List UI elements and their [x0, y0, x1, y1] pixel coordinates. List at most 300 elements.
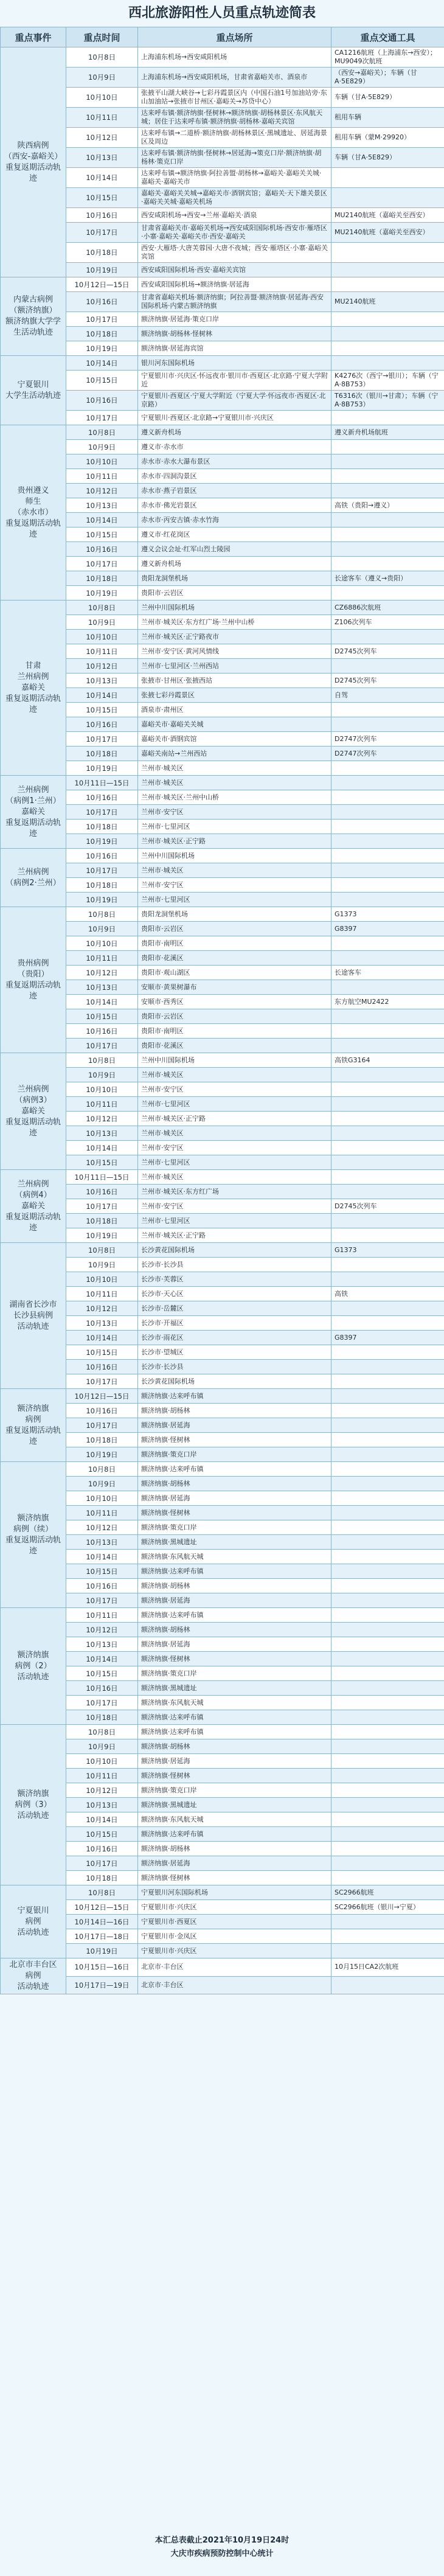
transport-cell: 遵义新舟机场航班 — [331, 425, 444, 440]
place-cell: 赤水市·赤水大瀑布景区 — [138, 454, 331, 469]
place-cell: 额济纳旗·胡杨林·怪树林 — [138, 327, 331, 341]
transport-cell — [331, 1710, 444, 1725]
event-cell: 额济纳旗 病例 重复返期活动轨迹 — [1, 1389, 66, 1462]
transport-cell — [331, 1462, 444, 1477]
time-cell: 10月19日 — [66, 1944, 138, 1958]
place-cell: 贵阳市·南明区 — [138, 936, 331, 951]
transport-cell — [331, 1009, 444, 1024]
time-cell: 10月14日 — [66, 356, 138, 371]
table-row — [1, 243, 444, 263]
transport-cell: 车辆（甘A·5E829） — [331, 148, 444, 168]
time-cell: 10月18日 — [66, 571, 138, 586]
time-cell: 10月9日 — [66, 922, 138, 936]
place-cell: 兰州市·城关区 — [138, 1126, 331, 1141]
place-cell: 兰州市·七里河区 — [138, 1214, 331, 1228]
table-row — [1, 527, 444, 542]
time-cell: 10月19日 — [66, 1228, 138, 1243]
transport-cell — [331, 1652, 444, 1666]
transport-cell: G1373 — [331, 1243, 444, 1258]
place-cell: 兰州市·城关区·正宁路 — [138, 834, 331, 849]
place-cell: 兰州市·七里河区 — [138, 820, 331, 834]
transport-cell — [331, 1623, 444, 1637]
place-cell: 兰州市·七里河区 — [138, 1097, 331, 1112]
transport-cell — [331, 951, 444, 966]
time-cell: 10月18日 — [66, 1871, 138, 1885]
place-cell: 酒泉市·肃州区 — [138, 703, 331, 717]
transport-cell — [331, 878, 444, 893]
time-cell: 10月17日 — [66, 805, 138, 820]
table-row — [1, 1623, 444, 1637]
place-cell: 额济纳旗·黑城遗址 — [138, 1681, 331, 1696]
table-row — [1, 1389, 444, 1404]
transport-cell — [331, 586, 444, 600]
time-cell: 10月10日 — [66, 1082, 138, 1097]
table-row — [1, 1579, 444, 1593]
table-row — [1, 1082, 444, 1097]
table-row — [1, 571, 444, 586]
place-cell: 额济纳旗·东风航天城 — [138, 1812, 331, 1827]
table-row — [1, 1798, 444, 1812]
transport-cell — [331, 1214, 444, 1228]
table-row — [1, 371, 444, 391]
place-cell: 兰州中川国际机场 — [138, 600, 331, 615]
place-cell: 长沙市·长沙县 — [138, 1360, 331, 1374]
table-row — [1, 1462, 444, 1477]
transport-cell: D2745次列车 — [331, 674, 444, 688]
transport-cell: CZ6886次航班 — [331, 600, 444, 615]
place-cell: 赤水市·丙安古镇·赤水竹海 — [138, 513, 331, 527]
time-cell: 10月12日—15日 — [66, 1900, 138, 1915]
table-row — [1, 1783, 444, 1798]
place-cell: 贵阳市·云岩区 — [138, 1009, 331, 1024]
table-row — [1, 966, 444, 980]
event-cell: 甘肃 兰州病例 嘉峪关 重复返期活动轨迹 — [1, 600, 66, 776]
time-cell: 10月11日 — [66, 1506, 138, 1520]
place-cell: 额济纳旗·居延海 — [138, 1856, 331, 1871]
time-cell: 10月8日 — [66, 47, 138, 68]
table-row — [1, 108, 444, 128]
place-cell: 达来呼布镇→二道桥·额济纳旗·胡杨林景区·黑城遗址、居延海景区及周边 — [138, 128, 331, 148]
place-cell: 宁夏银川市·兴庆区 — [138, 1944, 331, 1958]
table-row — [1, 1506, 444, 1520]
place-cell: 达来呼布镇→额济纳旗·阿拉善盟·胡杨林→嘉峪关·嘉峪关关城·嘉峪关·嘉峪关市 — [138, 168, 331, 188]
time-cell: 10月15日 — [66, 371, 138, 391]
time-cell: 10月11日 — [66, 1097, 138, 1112]
table-row — [1, 951, 444, 966]
time-cell: 10月10日 — [66, 1754, 138, 1769]
transport-cell — [331, 1477, 444, 1491]
page-title: 西北旅游阳性人员重点轨迹简表 — [128, 5, 316, 21]
transport-cell — [331, 1126, 444, 1141]
place-cell: 遵义新舟机场 — [138, 425, 331, 440]
transport-cell — [331, 1681, 444, 1696]
time-cell: 10月15日 — [66, 703, 138, 717]
transport-cell — [331, 717, 444, 732]
time-cell: 10月12日 — [66, 1783, 138, 1798]
table-row — [1, 1374, 444, 1389]
table-row — [1, 128, 444, 148]
table-row — [1, 936, 444, 951]
table-row — [1, 1141, 444, 1155]
transport-cell — [331, 630, 444, 644]
time-cell: 10月15日 — [66, 1666, 138, 1681]
transport-cell — [331, 277, 444, 292]
table-row — [1, 1535, 444, 1550]
place-cell: 贵阳龙洞堡机场 — [138, 571, 331, 586]
transport-cell: 东方航空MU2422 — [331, 995, 444, 1009]
transport-cell — [331, 1754, 444, 1769]
table-row — [1, 1024, 444, 1039]
table-row — [1, 995, 444, 1009]
transport-cell — [331, 849, 444, 863]
place-cell: 兰州市·城关区·正宁路 — [138, 1112, 331, 1126]
table-row — [1, 1885, 444, 1900]
time-cell: 10月14日 — [66, 1331, 138, 1345]
place-cell: 兰州市·城关区·正宁路 — [138, 1228, 331, 1243]
table-row — [1, 1068, 444, 1082]
transport-cell — [331, 1301, 444, 1316]
table-row — [1, 148, 444, 168]
time-cell: 10月17日 — [66, 1593, 138, 1608]
time-cell: 10月13日 — [66, 498, 138, 513]
transport-cell: G8397 — [331, 1331, 444, 1345]
time-cell: 10月16日 — [66, 1842, 138, 1856]
transport-cell — [331, 243, 444, 263]
transport-cell — [331, 527, 444, 542]
time-cell: 10月16日 — [66, 790, 138, 805]
place-cell: 兰州市·七里河区 — [138, 1155, 331, 1170]
place-cell: 遵义会议会址·红军山烈士陵园 — [138, 542, 331, 557]
time-cell: 10月17日 — [66, 1418, 138, 1433]
transport-cell — [331, 1112, 444, 1126]
time-cell: 10月15日 — [66, 1827, 138, 1842]
table-row — [1, 1316, 444, 1331]
time-cell: 10月11日—15日 — [66, 776, 138, 790]
table-body — [1, 47, 444, 1994]
table-row — [1, 820, 444, 834]
table-row — [1, 277, 444, 292]
table-row — [1, 980, 444, 995]
table-row — [1, 223, 444, 243]
time-cell: 10月16日 — [66, 1360, 138, 1374]
place-cell: 遵义市·红花岗区 — [138, 527, 331, 542]
transport-cell — [331, 1593, 444, 1608]
time-cell: 10月16日 — [66, 391, 138, 411]
table-row — [1, 312, 444, 327]
transport-cell — [331, 327, 444, 341]
time-cell: 10月14日 — [66, 1141, 138, 1155]
time-cell: 10月17日 — [66, 1199, 138, 1214]
place-cell: 额济纳旗·达来呼布镇 — [138, 1827, 331, 1842]
transport-cell — [331, 1418, 444, 1433]
table-row — [1, 1053, 444, 1068]
table-row — [1, 1214, 444, 1228]
time-cell: 10月16日 — [66, 717, 138, 732]
place-cell: 宁夏银川市·西夏区 — [138, 1915, 331, 1929]
transport-cell: K4276次（西宁→银川）；车辆（宁A·8B753） — [331, 371, 444, 391]
place-cell: 上海浦东机场→西安咸阳机场 — [138, 47, 331, 68]
place-cell: 兰州市·安宁区 — [138, 1199, 331, 1214]
time-cell: 10月10日 — [66, 630, 138, 644]
event-cell: 兰州病例 （病例3） 嘉峪关 重复返期活动轨迹 — [1, 1053, 66, 1170]
table-row — [1, 1696, 444, 1710]
transport-cell: CA1216航班（上海浦东→西安）；MU9049次航班 — [331, 47, 444, 68]
place-cell: 安顺市·西秀区 — [138, 995, 331, 1009]
event-cell: 额济纳旗 病例（3） 活动轨迹 — [1, 1725, 66, 1885]
place-cell: 张掖七彩丹霞景区 — [138, 688, 331, 703]
transport-cell: 高铁G3164 — [331, 1053, 444, 1068]
table-row — [1, 747, 444, 761]
time-cell: 10月18日 — [66, 243, 138, 263]
transport-cell: 高铁（贵阳→遵义） — [331, 498, 444, 513]
place-cell: 额济纳旗·策克口岸 — [138, 1447, 331, 1462]
transport-cell: 车辆（甘A·5E829） — [331, 88, 444, 108]
transport-cell — [331, 1520, 444, 1535]
time-cell: 10月14日 — [66, 1550, 138, 1564]
time-cell: 10月18日 — [66, 1214, 138, 1228]
time-cell: 10月17日 — [66, 1856, 138, 1871]
table-row — [1, 1272, 444, 1287]
event-cell: 北京市丰台区 病例 活动轨迹 — [1, 1958, 66, 1994]
table-row — [1, 168, 444, 188]
table-row — [1, 1009, 444, 1024]
table-row — [1, 292, 444, 312]
table-row — [1, 1520, 444, 1535]
place-cell: 额济纳旗·黑城遗址 — [138, 1798, 331, 1812]
table-row — [1, 878, 444, 893]
transport-cell — [331, 1039, 444, 1053]
table-row — [1, 644, 444, 659]
table-row — [1, 1404, 444, 1418]
transport-cell — [331, 1725, 444, 1739]
table-row — [1, 761, 444, 776]
transport-cell — [331, 1812, 444, 1827]
place-cell: 兰州市·安宁区 — [138, 1141, 331, 1155]
place-cell: 嘉峪关市·嘉峪关关城 — [138, 717, 331, 732]
place-cell: 额济纳旗·达来呼布镇 — [138, 1564, 331, 1579]
transport-cell: 10月15日CA2次航班 — [331, 1958, 444, 1977]
place-cell: 安顺市·黄果树瀑布 — [138, 980, 331, 995]
table-row — [1, 586, 444, 600]
place-cell: 银川河东国际机场 — [138, 356, 331, 371]
place-cell: 长沙市·岳麓区 — [138, 1301, 331, 1316]
transport-cell — [331, 1929, 444, 1944]
place-cell: 兰州市·城关区 — [138, 1170, 331, 1185]
time-cell: 10月14日 — [66, 995, 138, 1009]
place-cell: 额济纳旗·胡杨林 — [138, 1739, 331, 1754]
transport-cell: 租用车辆 — [331, 108, 444, 128]
transport-cell — [331, 1842, 444, 1856]
table-row — [1, 1593, 444, 1608]
transport-cell — [331, 1798, 444, 1812]
place-cell: 额济纳旗·策克口岸 — [138, 1783, 331, 1798]
transport-cell — [331, 1374, 444, 1389]
place-cell: 长沙市·雨花区 — [138, 1331, 331, 1345]
transport-cell — [331, 1666, 444, 1681]
transport-cell: 长途客车 — [331, 966, 444, 980]
table-row — [1, 1287, 444, 1301]
time-cell: 10月16日 — [66, 208, 138, 223]
table-row — [1, 1170, 444, 1185]
place-cell: 宁夏银川·西夏区·北京路→宁夏银川市·兴庆区 — [138, 411, 331, 425]
transport-cell — [331, 1550, 444, 1564]
time-cell: 10月18日 — [66, 1710, 138, 1725]
transport-cell — [331, 1608, 444, 1623]
table-row — [1, 1112, 444, 1126]
place-cell: 遵义市·赤水市 — [138, 440, 331, 454]
place-cell: 兰州市·城关区·东方红广场·兰州中山桥 — [138, 615, 331, 630]
time-cell: 10月19日 — [66, 341, 138, 356]
place-cell: 额济纳旗·达来呼布镇 — [138, 1608, 331, 1623]
table-row — [1, 1871, 444, 1885]
time-cell: 10月9日 — [66, 615, 138, 630]
transport-cell — [331, 168, 444, 188]
place-cell: 额济纳旗·胡杨林 — [138, 1842, 331, 1856]
place-cell: 长沙市·望城区 — [138, 1345, 331, 1360]
transport-cell: 自驾 — [331, 688, 444, 703]
table-row — [1, 88, 444, 108]
transport-cell — [331, 1155, 444, 1170]
time-cell: 10月11日 — [66, 1608, 138, 1623]
event-cell: 兰州病例 （病例2·兰州） — [1, 849, 66, 907]
place-cell: 宁夏银川市·兴庆区·怀远夜市·银川市·西夏区·北京路·宁夏大学附近 — [138, 371, 331, 391]
place-cell: 额济纳旗·黑城遗址 — [138, 1535, 331, 1550]
trajectory-table — [0, 27, 444, 1994]
time-cell: 10月12日—15日 — [66, 277, 138, 292]
time-cell: 10月14日 — [66, 688, 138, 703]
transport-cell — [331, 834, 444, 849]
table-row — [1, 1477, 444, 1491]
time-cell: 10月10日 — [66, 1491, 138, 1506]
time-cell: 10月15日—16日 — [66, 1958, 138, 1977]
place-cell: 宁夏银川·西夏区·宁夏大学附近（宁夏大学·怀远夜市·西夏区·北京路） — [138, 391, 331, 411]
place-cell: 长沙市·开福区 — [138, 1316, 331, 1331]
table-row — [1, 1301, 444, 1316]
time-cell: 10月12日 — [66, 659, 138, 674]
table-row — [1, 1243, 444, 1258]
place-cell: 额济纳旗·怪树林 — [138, 1652, 331, 1666]
table-row — [1, 1681, 444, 1696]
time-cell: 10月19日 — [66, 893, 138, 907]
table-row — [1, 1185, 444, 1199]
table-row — [1, 1769, 444, 1783]
table-row — [1, 1491, 444, 1506]
time-cell: 10月17日 — [66, 223, 138, 243]
table-row — [1, 674, 444, 688]
place-cell: 张掖平山湖大峡谷→七彩丹霞景区内（中国石油1号加油站旁·东山加油站→张掖市甘州区·嘉峪关→苏贷中心） — [138, 88, 331, 108]
table-row — [1, 1812, 444, 1827]
table-row — [1, 454, 444, 469]
place-cell: 长沙黄花国际机场 — [138, 1243, 331, 1258]
event-cell: 兰州病例 （病例1·兰州） 嘉峪关 重复返期活动轨迹 — [1, 776, 66, 849]
table-row — [1, 1039, 444, 1053]
transport-cell: 租用车辆（蒙M·29920） — [331, 128, 444, 148]
place-cell: 额济纳旗·居延海宾馆 — [138, 341, 331, 356]
time-cell: 10月17日—19日 — [66, 1976, 138, 1994]
table-row — [1, 542, 444, 557]
table-header-row — [1, 27, 444, 47]
time-cell: 10月17日 — [66, 411, 138, 425]
transport-cell — [331, 1535, 444, 1550]
place-cell: 嘉峪关市·酒钢宾馆 — [138, 732, 331, 747]
table-row — [1, 1900, 444, 1915]
place-cell: 兰州市·七里河区 — [138, 893, 331, 907]
place-cell: 遵义新舟机场 — [138, 557, 331, 571]
table-row — [1, 1856, 444, 1871]
time-cell: 10月13日 — [66, 148, 138, 168]
place-cell: 贵阳市·观山湖区 — [138, 966, 331, 980]
time-cell: 10月9日 — [66, 1258, 138, 1272]
table-row — [1, 1608, 444, 1623]
transport-cell: MU2140航班 — [331, 292, 444, 312]
table-row — [1, 391, 444, 411]
time-cell: 10月8日 — [66, 1885, 138, 1900]
time-cell: 10月16日 — [66, 1024, 138, 1039]
place-cell: 贵阳市·云岩区 — [138, 586, 331, 600]
transport-cell — [331, 341, 444, 356]
table-row — [1, 47, 444, 68]
table-row — [1, 922, 444, 936]
table-row — [1, 630, 444, 644]
place-cell: 兰州市·安宁区 — [138, 805, 331, 820]
transport-cell — [331, 356, 444, 371]
time-cell: 10月10日 — [66, 454, 138, 469]
place-cell: 兰州市·城关区·兰州中山桥 — [138, 790, 331, 805]
time-cell: 10月16日 — [66, 292, 138, 312]
table-row — [1, 1710, 444, 1725]
transport-cell — [331, 1944, 444, 1958]
time-cell: 10月18日 — [66, 327, 138, 341]
place-cell: 兰州市·城关区 — [138, 863, 331, 878]
transport-cell — [331, 542, 444, 557]
table-row — [1, 1915, 444, 1929]
transport-cell — [331, 1433, 444, 1447]
time-cell: 10月12日 — [66, 1623, 138, 1637]
table-row — [1, 498, 444, 513]
transport-cell — [331, 1316, 444, 1331]
table-row — [1, 600, 444, 615]
place-cell: 兰州市·城关区·正宁路夜市 — [138, 630, 331, 644]
time-cell: 10月10日 — [66, 1272, 138, 1287]
place-cell: 嘉峪关南站→兰州西站 — [138, 747, 331, 761]
time-cell: 10月19日 — [66, 1447, 138, 1462]
place-cell: 兰州市·安宁区 — [138, 1082, 331, 1097]
table-row — [1, 1345, 444, 1360]
header-place: 重点场所 — [138, 27, 331, 47]
transport-cell: G8397 — [331, 922, 444, 936]
transport-cell — [331, 454, 444, 469]
time-cell: 10月14日 — [66, 513, 138, 527]
transport-cell — [331, 1827, 444, 1842]
time-cell: 10月11日 — [66, 1769, 138, 1783]
event-cell: 贵州遵义 师生 （赤水市） 重复返期活动轨迹 — [1, 425, 66, 600]
time-cell: 10月11日 — [66, 469, 138, 484]
time-cell: 10月19日 — [66, 834, 138, 849]
place-cell: 额济纳旗·胡杨林 — [138, 1477, 331, 1491]
time-cell: 10月17日 — [66, 1696, 138, 1710]
place-cell: 甘肃省嘉峪关市·嘉峪关机场→西安咸阳国际机场·西安市·雁塔区·小寨·嘉峪关·嘉峪关市·西安·嘉峪关 — [138, 223, 331, 243]
place-cell: 兰州市·安宁区·黄河风情线 — [138, 644, 331, 659]
transport-cell — [331, 790, 444, 805]
transport-cell — [331, 188, 444, 208]
table-row — [1, 834, 444, 849]
transport-cell — [331, 513, 444, 527]
time-cell: 10月10日 — [66, 88, 138, 108]
event-cell: 额济纳旗 病例（续） 重复返期活动轨迹 — [1, 1462, 66, 1608]
event-cell: 宁夏银川 大学生活动轨迹 — [1, 356, 66, 425]
time-cell: 10月17日 — [66, 1039, 138, 1053]
transport-cell — [331, 469, 444, 484]
